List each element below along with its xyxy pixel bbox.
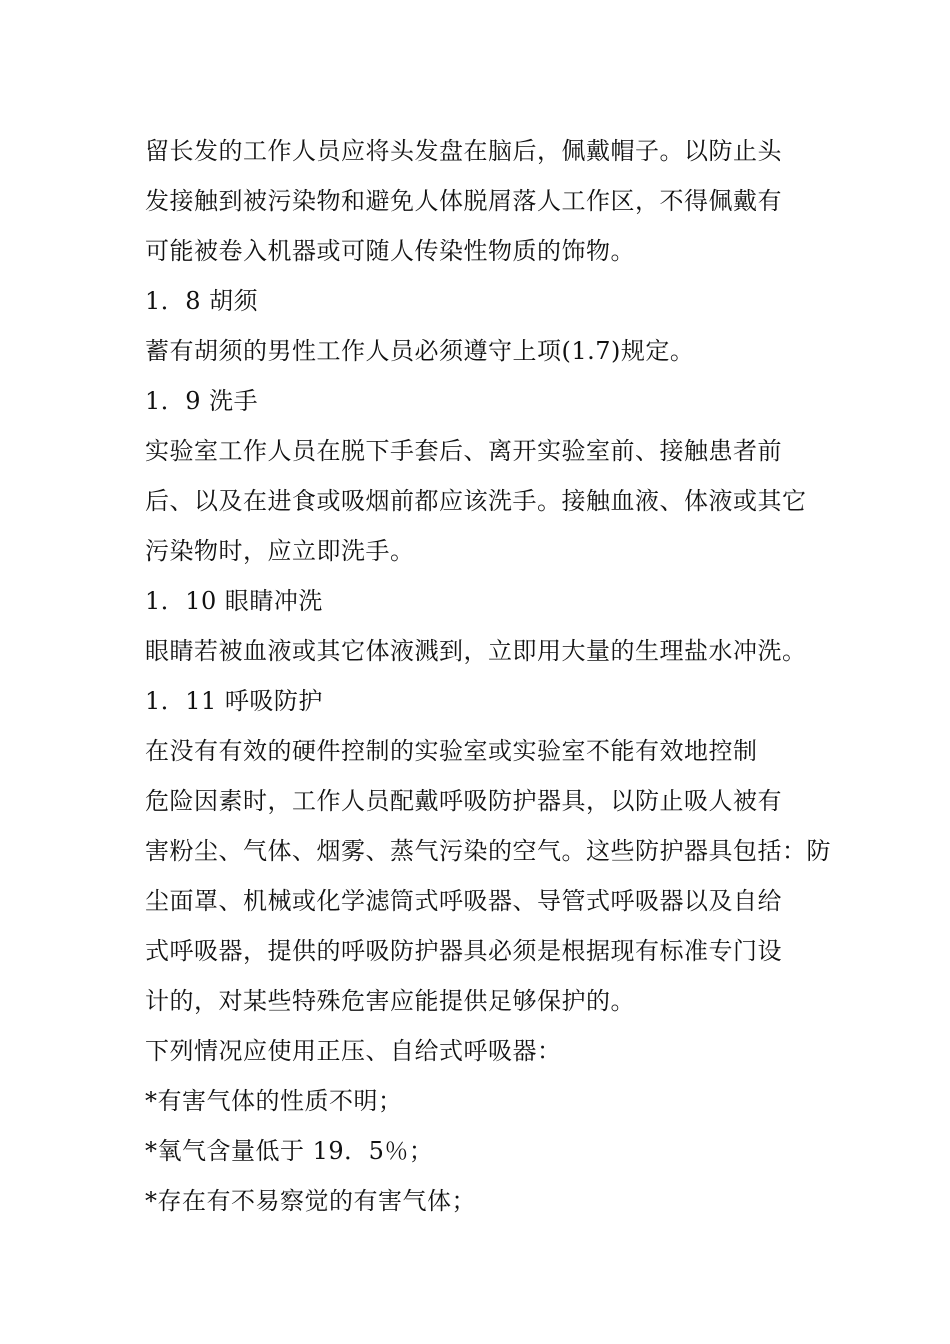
heading-text: 1．9 洗手 <box>145 387 259 415</box>
text-line: 计的，对某些特殊危害应能提供足够保护的。 <box>145 987 635 1015</box>
list-item-text: *氧气含量低于 19．5％； <box>145 1137 434 1165</box>
list-item <box>145 1076 825 1126</box>
heading-text: 1．11 呼吸防护 <box>145 687 323 715</box>
text-line: 眼睛若被血液或其它体液溅到，立即用大量的生理盐水冲洗。 <box>145 637 807 665</box>
text-line: 尘面罩、机械或化学滤筒式呼吸器、导管式呼吸器以及自给 <box>145 887 782 915</box>
section-heading-beard <box>145 276 825 326</box>
text-line: 发接触到被污染物和避免人体脱屑落人工作区，不得佩戴有 <box>145 187 782 215</box>
text-line: 害粉尘、气体、烟雾、蒸气污染的空气。这些防护器具包括：防 <box>145 837 831 865</box>
section-heading-respiratory <box>145 676 825 726</box>
list-item-text: *存在有不易察觉的有害气体； <box>145 1187 476 1215</box>
text-line: 危险因素时，工作人员配戴呼吸防护器具，以防止吸人被有 <box>145 787 782 815</box>
section-heading-handwash <box>145 376 825 426</box>
text-line: 后、以及在进食或吸烟前都应该洗手。接触血液、体液或其它 <box>145 487 807 515</box>
text-line: 留长发的工作人员应将头发盘在脑后，佩戴帽子。以防止头 <box>145 137 782 165</box>
heading-text: 1．8 胡须 <box>145 287 259 315</box>
text-line: 实验室工作人员在脱下手套后、离开实验室前、接触患者前 <box>145 437 782 465</box>
section-heading-eyewash <box>145 576 825 626</box>
text-line: 式呼吸器，提供的呼吸防护器具必须是根据现有标准专门设 <box>145 937 782 965</box>
paragraph-respiratory <box>145 726 831 1026</box>
text-line: 蓄有胡须的男性工作人员必须遵守上项(1.7)规定。 <box>145 337 695 365</box>
paragraph-handwash <box>145 426 825 576</box>
paragraph-eyewash <box>145 626 825 676</box>
paragraph-beard <box>145 326 825 376</box>
heading-text: 1．10 眼睛冲洗 <box>145 587 323 615</box>
text-line: 下列情况应使用正压、自给式呼吸器： <box>145 1037 562 1065</box>
list-item <box>145 1126 825 1176</box>
text-line: 可能被卷入机器或可随人传染性物质的饰物。 <box>145 237 635 265</box>
paragraph-conditions-intro <box>145 1026 825 1076</box>
list-item <box>145 1176 825 1226</box>
document-body <box>145 126 831 1226</box>
text-line: 污染物时，应立即洗手。 <box>145 537 415 565</box>
text-line: 在没有有效的硬件控制的实验室或实验室不能有效地控制 <box>145 737 758 765</box>
paragraph-hair <box>145 126 825 276</box>
list-item-text: *有害气体的性质不明； <box>145 1087 403 1115</box>
